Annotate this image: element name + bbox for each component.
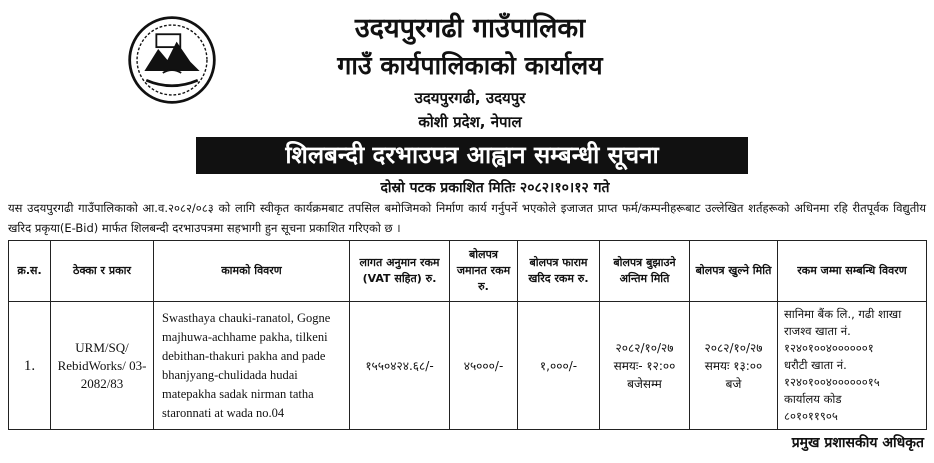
revenue-account-number: १२४०१००४००००००१: [784, 341, 874, 355]
col-header-form-fee: बोलपत्र फाराम खरिद रकम रु.: [518, 241, 600, 302]
address-line-2: कोशी प्रदेश, नेपाल: [418, 113, 522, 131]
submission-date: २०८२/१०/२७: [615, 340, 674, 355]
tender-table: [8, 240, 927, 430]
cell-contract: URM/SQ/ RebidWorks/ 03-2082/83: [51, 302, 154, 430]
signatory-title: प्रमुख प्रशासकीय अधिकृत: [791, 435, 924, 451]
opening-time: समयः १३:००: [704, 358, 763, 373]
office-code-label: कार्यालय कोड: [784, 392, 842, 406]
cell-opening-date: [690, 302, 778, 430]
table-row: [9, 302, 927, 430]
cell-bank-details: [778, 302, 927, 430]
col-header-submission-date: बोलपत्र बुझाउने अन्तिम मिति: [600, 241, 690, 302]
col-header-bid-security: बोलपत्र जमानत रकम रु.: [450, 241, 518, 302]
org-name: उदयपुरगढी गाउँपालिका: [354, 13, 586, 44]
notice-title: शिलबन्दी दरभाउपत्र आह्वान सम्बन्धी सूचना: [196, 137, 748, 174]
col-header-opening-date: बोलपत्र खुल्ने मिति: [690, 241, 778, 302]
cell-cost-estimate: १५५०४२४.६८/-: [350, 302, 450, 430]
cell-sn: 1.: [9, 302, 51, 430]
table-header-row: [9, 241, 927, 302]
opening-suffix: बजे: [725, 376, 742, 391]
col-header-bank-details: रकम जम्मा सम्बन्धि विवरण: [778, 241, 927, 302]
submission-suffix: बजेसम्म: [627, 376, 662, 391]
cell-bid-security: ४५०००/-: [450, 302, 518, 430]
deposit-account-label: धरौटी खाता नं.: [784, 358, 847, 372]
cell-description: Swasthaya chauki-ranatol, Gogne majhuwa-achhame pakha, tilkeni debithan-thakuri pakha and pade bhanjyang-chulidada hudai matepakha sadak nirman tatha staronnati at wada no.04: [154, 302, 350, 430]
intro-paragraph: यस उदयपुरगढी गाउँपालिकाको आ.व.२०८२/०८३ को लागि स्वीकृत कार्यक्रमबाट तपसिल बमोजिमको निर्माण कार्य गर्नुपर्ने भएकोले इजाजत प्राप्त फर्म/कम्पनीहरूबाट उल्लेखित शर्तहरूको अधिनमा रहि रीतपूर्वक विद्युतीय खरिद प्रकृया(E-Bid) मार्फत शिलबन्दी दरभाउपत्रमा सहभागी हुन सूचना प्रकाशित गरिएको छ ।: [8, 201, 926, 235]
office-code: ८०१०११९०५: [784, 409, 838, 423]
col-header-sn: क्र.स.: [9, 241, 51, 302]
cell-form-fee: १,०००/-: [518, 302, 600, 430]
opening-date: २०८२/१०/२७: [704, 340, 763, 355]
deposit-account-number: १२४०१००४००००००१५: [784, 375, 880, 389]
cell-submission-date: [600, 302, 690, 430]
bank-name: सानिमा बैंक लि., गढी शाखा: [784, 307, 902, 321]
submission-time: समयः- १२:००: [613, 358, 676, 373]
publication-date: दोस्रो पटक प्रकाशित मितिः २०८२।१०।१२ गते: [380, 180, 610, 196]
col-header-cost-estimate: लागत अनुमान रकम (VAT सहित) रु.: [350, 241, 450, 302]
col-header-description: कामको विवरण: [154, 241, 350, 302]
col-header-contract: ठेक्का र प्रकार: [51, 241, 154, 302]
address-line-1: उदयपुरगढी, उदयपुर: [414, 89, 526, 107]
revenue-account-label: राजश्व खाता नं.: [784, 324, 851, 338]
office-name: गाउँ कार्यपालिकाको कार्यालय: [337, 51, 603, 80]
